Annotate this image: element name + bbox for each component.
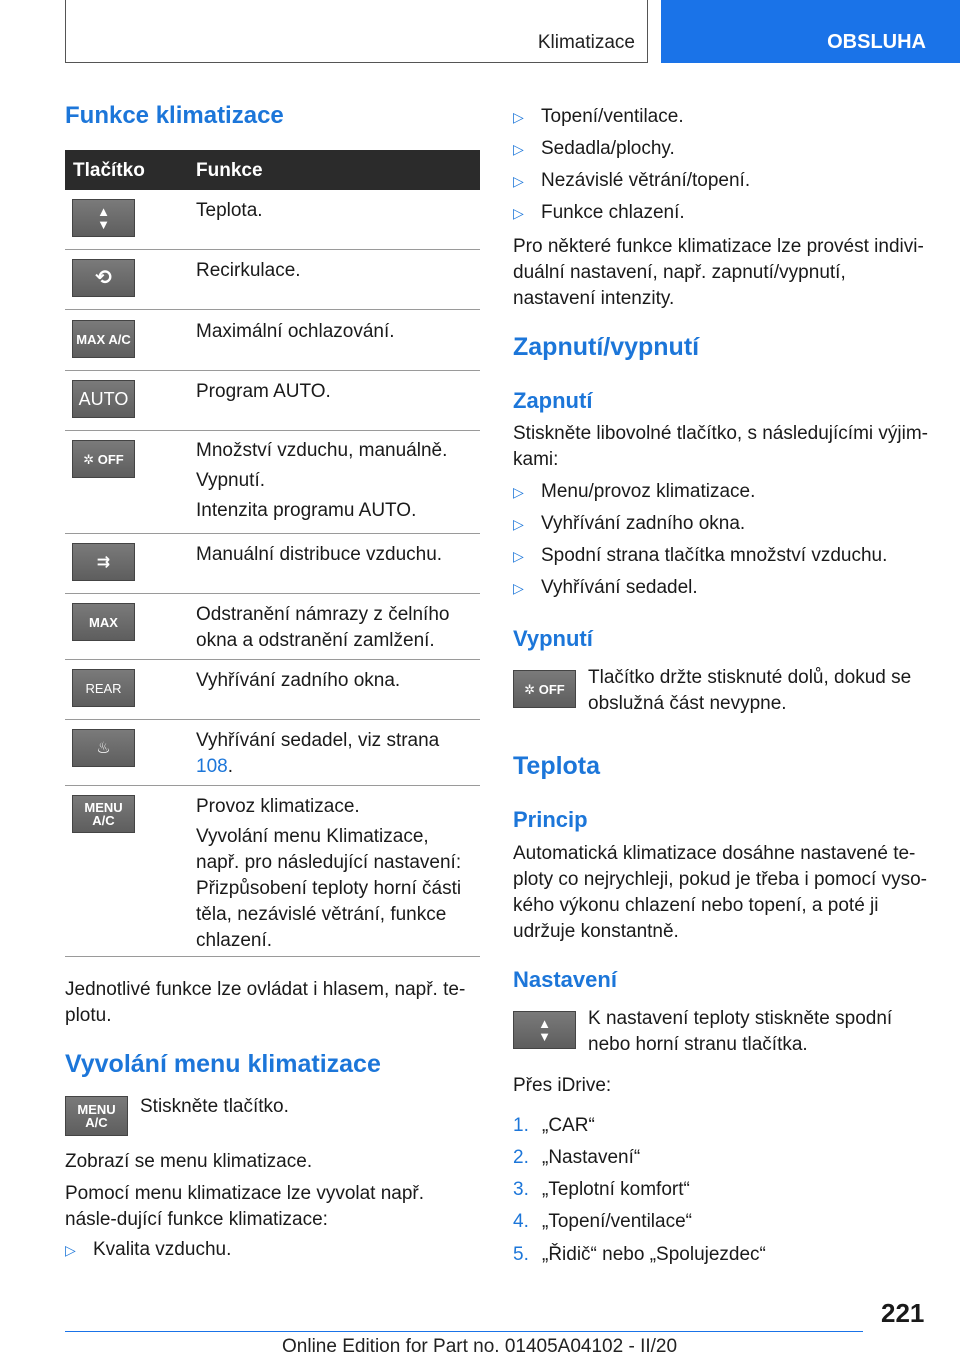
list-item-text: Sedadla/plochy. xyxy=(541,138,675,159)
row-text: Vyhřívání sedadel, viz strana 108. xyxy=(196,730,440,777)
row-text: Odstranění námrazy z čelního okna a odstranění zamlžení. xyxy=(196,604,450,651)
step-item xyxy=(513,1177,690,1203)
rear-defrost-icon: REAR xyxy=(72,669,135,707)
list-item xyxy=(513,104,684,130)
list-item xyxy=(65,1237,231,1263)
page-number: 221 xyxy=(881,1298,925,1328)
table-row xyxy=(65,431,480,534)
list-item xyxy=(513,543,887,569)
list-item-text: Topení/ventilace. xyxy=(541,106,684,127)
menu-title: Vyvolání menu klimatizace xyxy=(65,1050,381,1078)
page-link[interactable]: 108 xyxy=(196,756,228,777)
table-row xyxy=(65,250,480,310)
table-row xyxy=(65,534,480,594)
list-item-text: Menu/provoz klimatizace. xyxy=(541,481,756,502)
menu-note: Pro některé funkce klimatizace lze provést indivi-duální nastavení, např. zapnutí/vypnutí, nastavení intenzity. xyxy=(513,236,924,309)
row-text: Teplota. xyxy=(196,200,263,221)
temperature-title: Teplota xyxy=(513,752,601,780)
auto-icon: AUTO xyxy=(72,380,135,418)
menu-para: Pomocí menu klimatizace lze vyvolat např. násle-dující funkce klimatizace: xyxy=(65,1183,425,1230)
step-item xyxy=(513,1113,595,1139)
triangle-bullet-icon: ▷ xyxy=(513,548,524,564)
step-text: „Teplotní komfort“ xyxy=(542,1179,690,1200)
triangle-bullet-icon: ▷ xyxy=(513,580,524,596)
triangle-bullet-icon: ▷ xyxy=(513,516,524,532)
fan-off-icon: ✲ OFF xyxy=(72,440,135,478)
section-tab[interactable] xyxy=(661,0,960,63)
list-item xyxy=(513,511,745,537)
step-text: „Nastavení“ xyxy=(542,1147,641,1168)
seat-heating-icon: ♨ xyxy=(72,729,135,767)
off-text: Tlačítko držte stisknuté dolů, dokud se obslužná část nevypne. xyxy=(588,667,912,714)
table-row xyxy=(65,371,480,431)
list-item xyxy=(513,575,698,601)
row-text: Program AUTO. xyxy=(196,381,331,402)
principle-text: Automatická klimatizace dosáhne nastavené te-ploty co nejrychleji, pokud je třeba i pomocí vyso-kého výkonu chlazení nebo topení, a poté ji udržuje konstantně. xyxy=(513,843,927,942)
step-text: „Řidič“ nebo „Spolujezdec“ xyxy=(542,1244,766,1265)
row-text: Vyhřívání zadního okna. xyxy=(196,670,401,691)
step-item xyxy=(513,1209,692,1235)
max-defrost-icon: MAX xyxy=(72,603,135,641)
list-item-text: Vyhřívání sedadel. xyxy=(541,577,698,598)
row-text: Provoz klimatizace. xyxy=(196,796,360,817)
list-item-text: Nezávislé větrání/topení. xyxy=(541,170,751,191)
fan-off-icon: ✲ OFF xyxy=(513,670,576,708)
menu-ac-icon: MENU A/C xyxy=(72,795,135,833)
footer-divider xyxy=(65,1331,863,1332)
triangle-bullet-icon: ▷ xyxy=(513,109,524,125)
triangle-bullet-icon: ▷ xyxy=(513,205,524,221)
edition-text: Online Edition for Part no. 01405A04102 - II/20 xyxy=(282,1336,678,1357)
seat-heating-text: Vyhřívání sedadel, viz strana xyxy=(196,730,440,751)
table-row xyxy=(65,190,480,250)
temperature-up-down-icon: ▲ ▼ xyxy=(72,199,135,237)
step-number: 2. xyxy=(513,1147,529,1168)
idrive-label: Přes iDrive: xyxy=(513,1075,612,1096)
menu-ac-button-icon: MENU A/C xyxy=(65,1096,128,1136)
step-text: „CAR“ xyxy=(542,1115,595,1136)
off-title: Vypnutí xyxy=(513,626,593,651)
row-text: Intenzita programu AUTO. xyxy=(196,500,417,521)
step-item xyxy=(513,1145,640,1171)
table-row xyxy=(65,660,480,720)
list-item-text: Spodní strana tlačítka množství vzduchu. xyxy=(541,545,888,566)
list-item-text: Vyhřívání zadního okna. xyxy=(541,513,746,534)
triangle-bullet-icon: ▷ xyxy=(513,173,524,189)
max-ac-icon: MAX A/C xyxy=(72,320,135,358)
menu-press-text: Stiskněte tlačítko. xyxy=(140,1096,289,1117)
col-function-header: Funkce xyxy=(196,160,263,181)
row-text: Maximální ochlazování. xyxy=(196,321,395,342)
triangle-bullet-icon: ▷ xyxy=(65,1242,76,1258)
voice-note-text: Jednotlivé funkce lze ovládat i hlasem, např. te-plotu. xyxy=(65,979,466,1026)
section-title: Funkce klimatizace xyxy=(65,102,284,129)
header-title: Klimatizace xyxy=(537,32,635,53)
table-row xyxy=(65,310,480,371)
step-text: „Topení/ventilace“ xyxy=(542,1211,692,1232)
list-item xyxy=(513,136,675,162)
step-number: 1. xyxy=(513,1115,529,1136)
table-header xyxy=(65,150,480,190)
setting-text: K nastavení teploty stiskněte spodní nebo horní stranu tlačítka. xyxy=(588,1008,893,1055)
principle-title: Princip xyxy=(513,807,588,832)
setting-title: Nastavení xyxy=(513,967,617,992)
triangle-bullet-icon: ▷ xyxy=(513,484,524,500)
step-number: 3. xyxy=(513,1179,529,1200)
air-distribution-icon: ⇉ xyxy=(72,543,135,581)
row-text: Vypnutí. xyxy=(196,470,266,491)
list-item xyxy=(513,479,755,505)
recirculation-icon: ⟲ xyxy=(72,259,135,297)
onoff-title: Zapnutí/vypnutí xyxy=(513,333,700,361)
on-title: Zapnutí xyxy=(513,388,593,413)
row-text: Vyvolání menu Klimatizace, např. pro následující nastavení: Přizpůsobení teploty horní části těla, nezávislé větrání, funkce chlazení. xyxy=(196,826,462,951)
section-tab-label: OBSLUHA xyxy=(827,31,926,53)
list-item-text: Kvalita vzduchu. xyxy=(93,1239,232,1260)
table-row xyxy=(65,720,480,786)
table-row xyxy=(65,594,480,660)
voice-note xyxy=(65,977,470,1029)
row-text: Recirkulace. xyxy=(196,260,301,281)
list-item xyxy=(513,168,750,194)
col-button-header: Tlačítko xyxy=(73,160,145,181)
step-number: 5. xyxy=(513,1244,529,1265)
table-row xyxy=(65,786,480,957)
list-item-text: Funkce chlazení. xyxy=(541,202,685,223)
step-item xyxy=(513,1242,766,1268)
triangle-bullet-icon: ▷ xyxy=(513,141,524,157)
menu-shows-text: Zobrazí se menu klimatizace. xyxy=(65,1151,313,1172)
on-text: Stiskněte libovolné tlačítko, s následujícími výjim-kami: xyxy=(513,423,928,470)
step-number: 4. xyxy=(513,1211,529,1232)
row-text: Množství vzduchu, manuálně. xyxy=(196,440,448,461)
list-item xyxy=(513,200,685,226)
temperature-up-down-icon: ▲ ▼ xyxy=(513,1011,576,1049)
row-text: Manuální distribuce vzduchu. xyxy=(196,544,443,565)
functions-table xyxy=(65,150,480,957)
